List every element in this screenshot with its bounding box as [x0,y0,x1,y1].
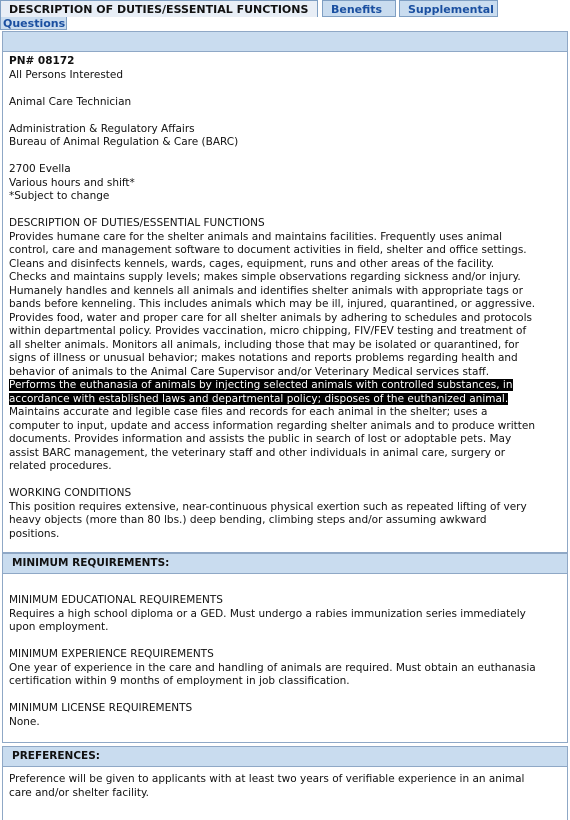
position-number: PN# 08172 [9,55,75,67]
hours: Various hours and shift* [9,176,135,189]
duties-line: bands before kenneling. This includes animals which may be ill, injured, quarantined, or aggressive. [9,298,536,310]
working-conditions-heading: WORKING CONDITIONS [9,487,132,499]
license-heading: MINIMUM LICENSE REQUIREMENTS [9,702,193,714]
duties-line: Humanely handles and kennels all animals and identifies shelter animals with appropriate tags or [9,284,523,297]
education-line: upon employment. [9,621,109,633]
duties-line: computer to input, update and access information regarding shelter animals and to produce written [9,419,535,432]
duties-line: related procedures. [9,460,112,472]
working-line: This position requires extensive, near-continuous physical exertion such as repeated lifting of very [9,500,527,513]
experience-heading: MINIMUM EXPERIENCE REQUIREMENTS [9,648,214,660]
address: 2700 Evella [9,163,71,175]
job-title: Animal Care Technician [9,95,132,108]
license-value: None. [9,715,40,728]
highlighted-text[interactable]: Performs the euthanasia of animals by injecting selected animals with controlled substances, in [9,379,513,391]
preferences-header: PREFERENCES: [3,747,567,767]
minimum-requirements-header: MINIMUM REQUIREMENTS: [3,554,567,574]
working-line: heavy objects (more than 80 lbs.) deep bending, climbing steps and/or assuming awkward [9,514,487,526]
duties-line: Maintains accurate and legible case files and records for each animal in the shelter; uses a [9,406,488,418]
duties-line: Provides humane care for the shelter animals and maintains facilities. Frequently uses animal [9,230,503,243]
tab-benefits[interactable]: Benefits [322,0,396,17]
duties-line: within departmental policy. Provides vaccination, micro chipping, FIV/FEV testing and treatment of [9,325,527,337]
education-line: Requires a high school diploma or a GED. Must undergo a rabies immunization series immediately [9,607,526,620]
subject-note: *Subject to change [9,190,110,202]
experience-line: certification within 9 months of employment in job classification. [9,675,350,687]
audience: All Persons Interested [9,68,124,81]
duties-line: control, care and management software to document activities in field, shelter and office settings. [9,244,527,256]
division: Bureau of Animal Regulation & Care (BARC) [9,136,239,148]
duties-line: behavior of animals to the Animal Care Supervisor and/or Veterinary Medical services staff. [9,365,490,378]
duties-line: Provides food, water and proper care for all shelter animals by adhering to schedules and protocols [9,311,532,324]
description-panel [2,31,568,553]
department: Administration & Regulatory Affairs [9,122,195,135]
minimum-requirements-panel [2,553,568,743]
duties-line: assist BARC management, the veterinary staff and other individuals in animal care, surgery or [9,446,506,459]
preferences-line: care and/or shelter facility. [9,786,150,799]
duties-line: Cleans and disinfects kennels, wards, cages, equipment, runs and other areas of the facility. [9,257,495,270]
preferences-line: Preference will be given to applicants with at least two years of verifiable experience in an animal [9,773,525,785]
duties-heading: DESCRIPTION OF DUTIES/ESSENTIAL FUNCTIONS [9,217,265,229]
tab-supplemental-questions[interactable]: Questions [0,17,67,30]
duties-line: Checks and maintains supply levels; makes simple observations regarding sickness and/or injury. [9,271,521,283]
duties-line: all shelter animals. Monitors all animals, including those that may be isolated or quarantined, for [9,338,519,351]
duties-text [9,231,561,474]
working-line: positions. [9,527,60,540]
description-header [3,32,567,52]
preferences-panel [2,746,568,820]
duties-line: signs of illness or unusual behavior; makes notations and reports problems regarding health and [9,352,518,364]
tab-supplemental[interactable]: Supplemental [399,0,498,17]
experience-line: One year of experience in the care and handling of animals are required. Must obtain an euthanasia [9,661,536,674]
highlighted-text[interactable]: accordance with established laws and departmental policy; disposes of the euthanized animal. [9,392,509,405]
education-heading: MINIMUM EDUCATIONAL REQUIREMENTS [9,594,223,606]
tab-bar [0,0,570,31]
duties-line: documents. Provides information and assists the public in search of lost or adoptable pets. May [9,433,512,445]
tab-description[interactable]: DESCRIPTION OF DUTIES/ESSENTIAL FUNCTIONS [0,0,318,17]
